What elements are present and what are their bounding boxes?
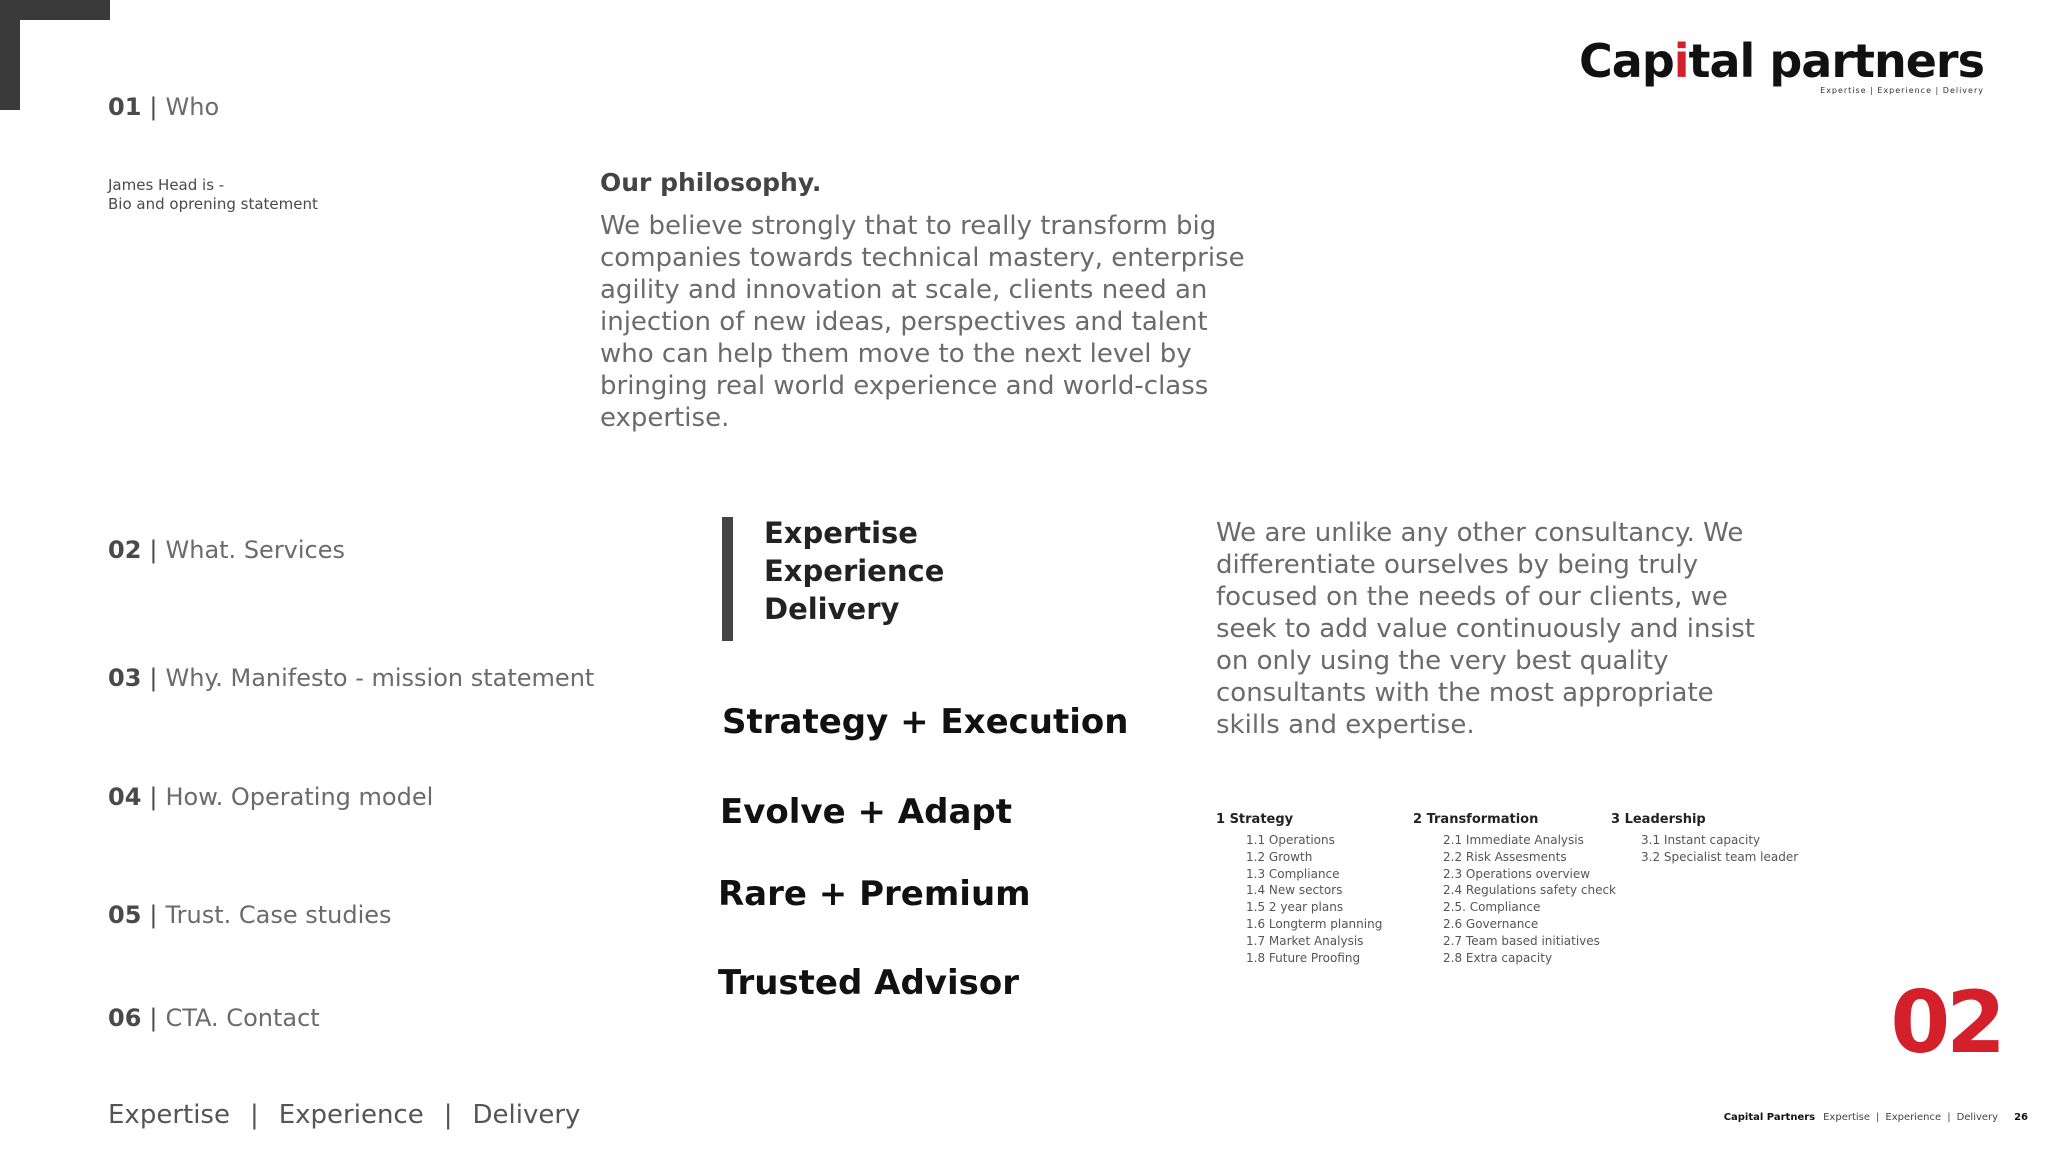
list-item: 2.1 Immediate Analysis [1443,833,1584,847]
section-number: 02 [1890,973,2002,1073]
footer-brand: Capital Partners [1723,1112,1816,1123]
differentiator-text: We are unlike any other consultancy. We differentiate ourselves by being truly focused on the needs of our clients, we seek to add value continuously and insist on only using the very best quality consultants with the most appropriate skills and expertise. [1216,518,1755,740]
services-column-leadership: 3 Leadership 3.1 Instant capacity 3.2 Specialist team leader [1611,812,1799,864]
list-item: 1.3 Compliance [1246,866,1340,881]
list-item: 2.4 Regulations safety check [1443,883,1617,898]
value-experience: Experience [764,554,945,588]
list-item: 1.7 Market Analysis [1246,933,1364,948]
footer-meta: Capital Partners Expertise | Experience | Delivery 26 [1723,1112,2028,1123]
philosophy-body: We believe strongly that to really transform big companies towards technical mastery, enterprise agility and innovation at scale, clients need an injection of new ideas, perspectives and talent who can help them move to the next level by bringing real world experience and world-class expertise. [600,211,1245,433]
list-item: 1.4 New sectors [1246,883,1343,898]
list-item: 2.2 Risk Assesments [1443,849,1567,864]
nav-item-label: Trust. Case studies [165,901,392,929]
list-item: 2.3 Operations overview [1443,866,1591,881]
nav-item-contact[interactable]: 06 | CTA. Contact [108,1004,320,1032]
brand-logo [1579,34,1984,95]
list-item: 1.1 Operations [1246,833,1335,847]
values-list [764,514,944,628]
values-accent-bar [722,517,733,641]
list-item: 3.2 Specialist team leader [1641,849,1799,864]
list-item: 1.5 2 year plans [1246,900,1344,915]
logo-wordmark: Capital partners [1579,34,1984,88]
pillar-trusted-advisor: Trusted Advisor [718,963,1019,1003]
list-item: 2.7 Team based initiatives [1443,933,1600,948]
pillar-strategy-execution: Strategy + Execution [722,702,1129,742]
services-column-transformation: 2 Transformation 2.1 Immediate Analysis 2.2 Risk Assesments 2.3 Operations overview 2.4 Regulations safety check 2.5. Compliance 2.6 Governance 2.7 Team based initiatives 2.8 Extra capacity [1413,812,1617,965]
pillar-rare-premium: Rare + Premium [718,874,1031,914]
footer-tagline: Expertise | Experience | Delivery [108,1100,581,1130]
nav-item-services[interactable]: 02 | What. Services [108,536,346,564]
nav-item-manifesto[interactable]: 03 | Why. Manifesto - mission statement [108,664,595,692]
services-column-strategy: 1 Strategy 1.1 Operations 1.2 Growth 1.3 Compliance 1.4 New sectors 1.5 2 year plans 1.6 Longterm planning 1.7 Market Analysis 1.8 Future Proofing [1216,812,1383,965]
list-item: 2.8 Extra capacity [1443,950,1553,965]
nav-item-label: Who [165,93,220,121]
corner-bracket-vertical [0,0,20,110]
nav-item-label: What. Services [165,536,346,564]
logo-tagline: Expertise | Experience | Delivery [1820,86,1984,95]
list-item: 1.6 Longterm planning [1246,916,1383,931]
list-item: 1.8 Future Proofing [1246,950,1361,965]
bio-note: James Head is - Bio and oprening statement [108,176,318,213]
list-item: 2.6 Governance [1443,916,1539,931]
nav-item-operating-model[interactable]: 04 | How. Operating model [108,783,434,811]
page-number: 26 [2014,1112,2028,1123]
pillar-evolve-adapt: Evolve + Adapt [720,792,1012,832]
nav-item-label: CTA. Contact [165,1004,320,1032]
nav-item-label: Why. Manifesto - mission statement [165,664,595,692]
philosophy-title: Our philosophy. [600,168,822,197]
value-delivery: Delivery [764,592,900,626]
nav-item-label: How. Operating model [165,783,434,811]
nav-item-case-studies[interactable]: 05 | Trust. Case studies [108,901,392,929]
list-item: 1.2 Growth [1246,849,1313,864]
logo-red-dot: i [1673,34,1689,88]
value-expertise: Expertise [764,516,918,550]
list-item: 2.5. Compliance [1443,900,1541,915]
nav-item-who[interactable]: 01 | Who [108,93,220,121]
list-item: 3.1 Instant capacity [1641,833,1761,847]
